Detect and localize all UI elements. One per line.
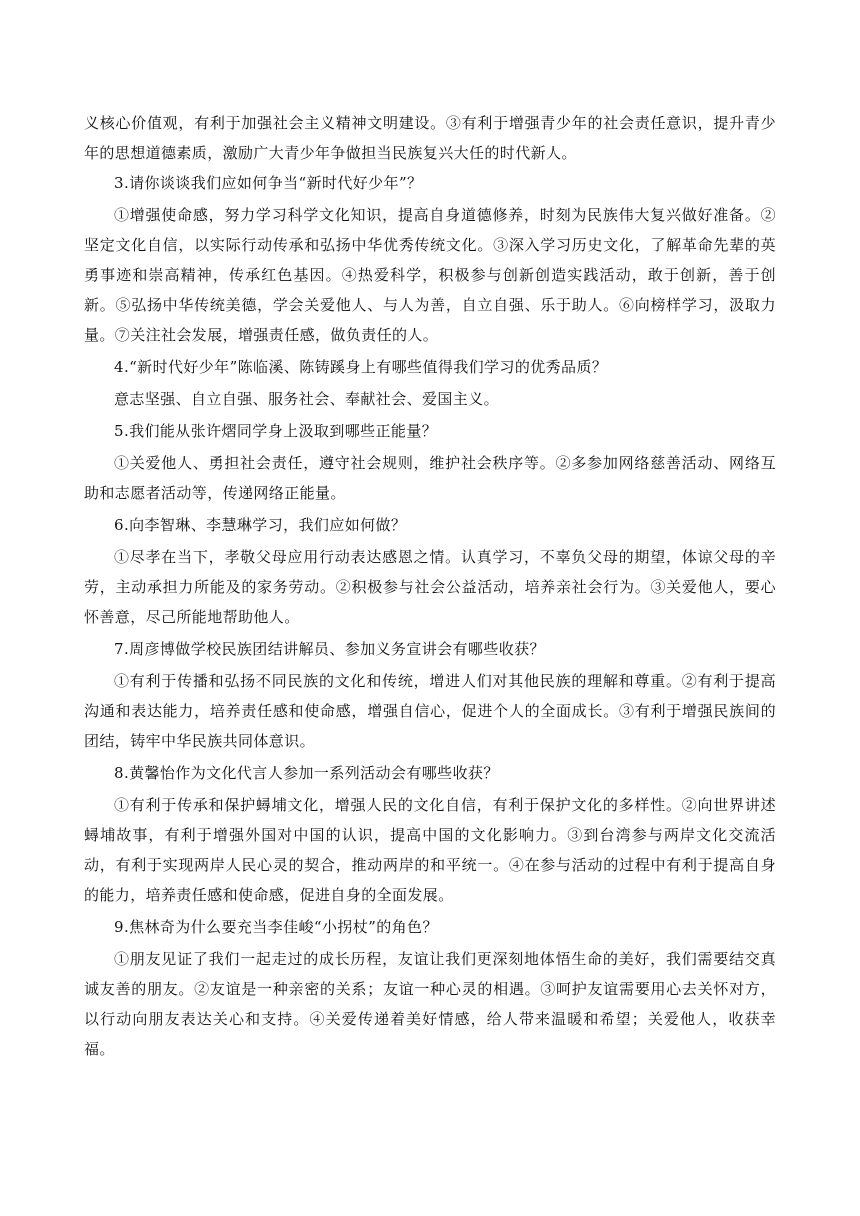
question-7: 7.周彦博做学校民族团结讲解员、参加义务宣讲会有哪些收获？ — [114, 640, 545, 658]
answer-3: ①增强使命感，努力学习科学文化知识，提高自身道德修养，时刻为民族伟大复兴做好准备。②坚定文化自信，以实际行动传承和弘扬中华优秀传统文化。③深入学习历史文化，了解革命先辈的英勇事迹和崇高精神，传承红色基因。④热爱科学，积极参与创新创造实践活动，敢于创新，善于创新。⑤弘扬中华传统美德，学会关爱他人、与人为善，自立自强、乐于助人。⑥向榜样学习，汲取力量。⑦关注社会发展，增强责任感，做负责任的人。 — [84, 206, 776, 344]
answer-5: ①关爱他人、勇担社会责任，遵守社会规则，维护社会秩序等。②多参加网络慈善活动、网络互助和志愿者活动等，传递网络正能量。 — [84, 454, 776, 502]
question-9: 9.焦林奇为什么要充当李佳峻“小拐杖”的角色？ — [114, 918, 438, 936]
question-3: 3.请你谈谈我们应如何争当“新时代好少年”？ — [114, 174, 423, 192]
answer-6: ①尽孝在当下，孝敬父母应用行动表达感恩之情。认真学习，不辜负父母的期望，体谅父母的辛劳，主动承担力所能及的家务劳动。②积极参与社会公益活动，培养亲社会行为。③关爱他人，要心怀善意，尽己所能地帮助他人。 — [84, 548, 776, 626]
answer-2-continued: 义核心价值观，有利于加强社会主义精神文明建设。③有利于增强青少年的社会责任意识，提升青少年的思想道德素质，激励广大青少年争做担当民族复兴大任的时代新人。 — [84, 114, 776, 162]
answer-7: ①有利于传播和弘扬不同民族的文化和传统，增进人们对其他民族的理解和尊重。②有利于提高沟通和表达能力，培养责任感和使命感，增强自信心，促进个人的全面成长。③有利于增强民族间的团结，铸牢中华民族共同体意识。 — [84, 672, 776, 750]
question-8: 8.黄馨怡作为文化代言人参加一系列活动会有哪些收获？ — [114, 764, 499, 782]
answer-9: ①朋友见证了我们一起走过的成长历程，友谊让我们更深刻地体悟生命的美好，我们需要结交真诚友善的朋友。②友谊是一种亲密的关系；友谊一种心灵的相遇。③呵护友谊需要用心去关怀对方，以行动向朋友表达关心和支持。④关爱传递着美好情感，给人带来温暖和希望；关爱他人，收获幸福。 — [84, 950, 776, 1058]
answer-8: ①有利于传承和保护蟳埔文化，增强人民的文化自信，有利于保护文化的多样性。②向世界讲述蟳埔故事，有利于增强外国对中国的认识，提高中国的文化影响力。③到台湾参与两岸文化交流活动，有利于实现两岸人民心灵的契合，推动两岸的和平统一。④在参与活动的过程中有利于提高自身的能力，培养责任感和使命感，促进自身的全面发展。 — [84, 796, 776, 904]
answer-4: 意志坚强、自立自强、服务社会、奉献社会、爱国主义。 — [114, 390, 500, 408]
question-6: 6.向李智琳、李慧琳学习，我们应如何做？ — [114, 516, 407, 534]
question-4: 4.“新时代好少年”陈临溪、陈铸蹊身上有哪些值得我们学习的优秀品质？ — [114, 358, 608, 376]
question-5: 5.我们能从张许熠同学身上汲取到哪些正能量？ — [114, 422, 438, 440]
